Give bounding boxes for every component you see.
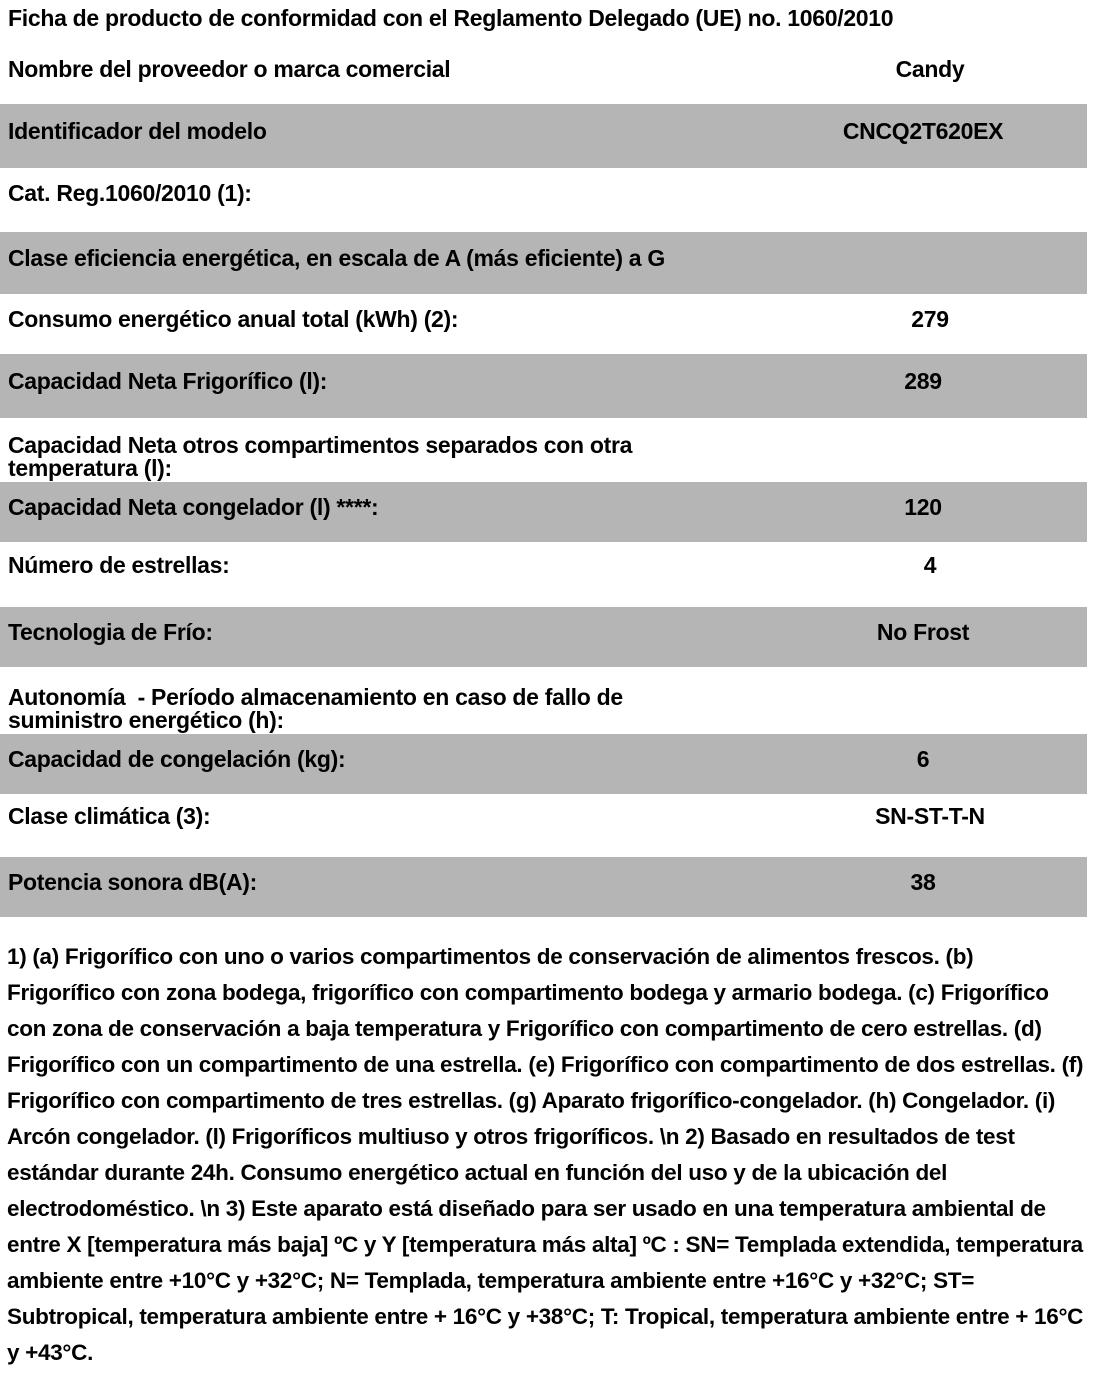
row-label: Capacidad Neta Frigorífico (l): xyxy=(8,367,328,394)
row-label: Capacidad Neta otros compartimentos separados con otra temperatura (l): xyxy=(8,432,639,481)
table-row xyxy=(0,354,1087,418)
row-value: 38 xyxy=(910,868,936,895)
row-label: Capacidad Neta congelador (l) ****: xyxy=(8,493,379,520)
table-row xyxy=(0,857,1087,917)
row-label: Potencia sonora dB(A): xyxy=(8,868,257,895)
row-label: Tecnologia de Frío: xyxy=(8,618,213,645)
table-row xyxy=(0,232,1087,294)
row-label: Nombre del proveedor o marca comercial xyxy=(8,55,451,82)
row-label: Capacidad de congelación (kg): xyxy=(8,745,346,772)
page-title: Ficha de producto de conformidad con el Reglamento Delegado (UE) no. 1060/2010 xyxy=(8,5,894,31)
table-row xyxy=(0,432,1094,482)
row-value: 120 xyxy=(904,493,942,520)
table-row xyxy=(0,794,1094,838)
table-row xyxy=(0,734,1087,794)
table-row xyxy=(0,104,1087,168)
table-row xyxy=(0,44,1094,94)
row-label: Identificador del modelo xyxy=(8,117,267,144)
table-row xyxy=(0,482,1087,542)
row-value: Candy xyxy=(895,55,965,82)
row-value: 279 xyxy=(911,305,949,332)
row-value: SN-ST-T-N xyxy=(875,802,985,829)
table-row xyxy=(0,607,1087,667)
table-row xyxy=(0,684,1094,734)
table-row xyxy=(0,168,1094,218)
footnotes-text: 1) (a) Frigorífico con uno o varios compartimentos de conservación de alimentos frescos. (b) Frigorífico con zona bodega, frigorífico con compartimento bodega y armario bodega. (c) Frigorífico con zona de conservación a baja temperatura y Frigorífico con compartimento de cero estrellas. (d) Frigorífico con un compartimento de una estrella. (e) Frigorífico con compartimento de dos estrellas. (f) Frigorífico con compartimento de tres estrellas. (g) Aparato frigorífico-congelador. (h) Congelador. (i) Arcón congelador. (l) Frigoríficos multiuso y otros frigoríficos. \n 2) Basado en resultados de test estándar durante 24h. Consumo energético actual en función del uso y de la ubicación del electrodoméstico. \n 3) Este aparato está diseñado para ser usado en una temperatura ambiental de entre X [temperatura más baja] ºC y Y [temperatura más alta] ºC : SN= Templada extendida, temperatura ambiente entre +10°C y +32°C; N= Templada, temperatura ambiente entre +16°C y +32°C; ST= Subtropical, temperatura ambiente entre + 16°C y +38°C; T: Tropical, temperatura ambiente entre + 16°C y +43°C. xyxy=(7,944,1090,1365)
row-label: Autonomía - Período almacenamiento en caso de fallo de suministro energético (h): xyxy=(8,684,629,733)
row-value: 289 xyxy=(904,367,942,394)
row-value: No Frost xyxy=(876,618,970,645)
row-value: 6 xyxy=(916,745,930,772)
row-value: CNCQ2T620EX xyxy=(842,117,1004,144)
row-value: 4 xyxy=(923,551,937,578)
row-label: Número de estrellas: xyxy=(8,551,230,578)
table-row xyxy=(0,542,1094,588)
table-row xyxy=(0,294,1094,344)
row-label: Clase eficiencia energética, en escala de A (más eficiente) a G xyxy=(8,244,665,271)
row-label: Consumo energético anual total (kWh) (2): xyxy=(8,305,459,332)
row-label: Cat. Reg.1060/2010 (1): xyxy=(8,179,252,206)
row-label: Clase climática (3): xyxy=(8,802,211,829)
